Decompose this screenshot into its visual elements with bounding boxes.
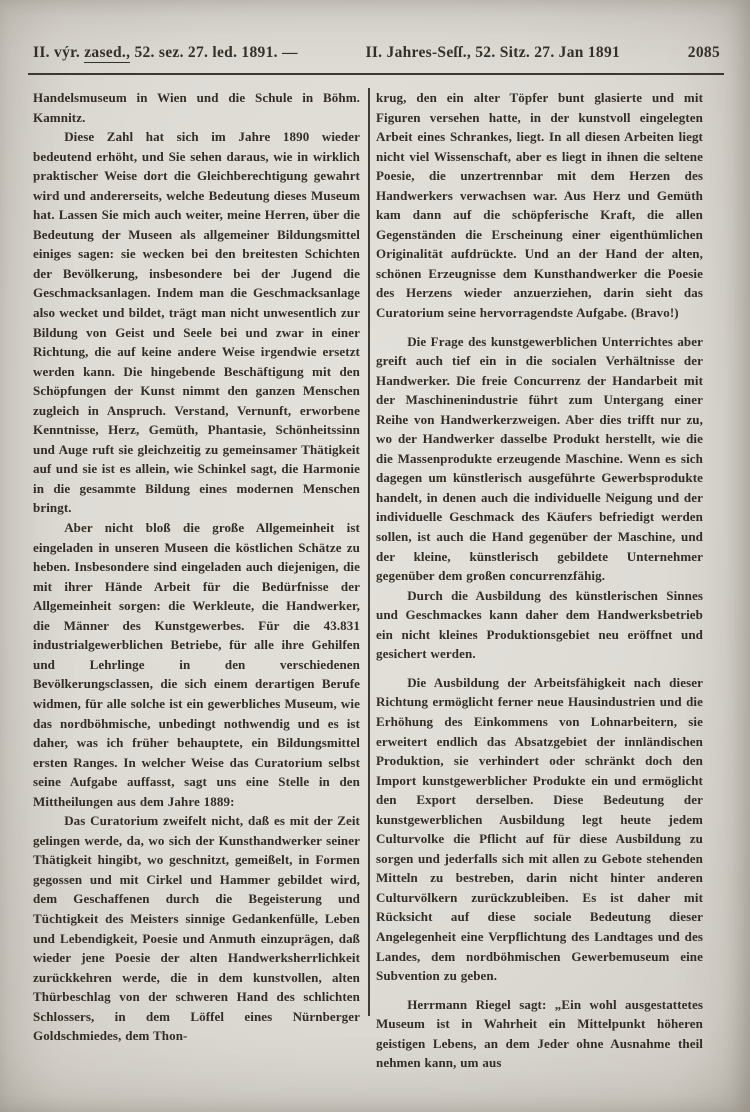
header-czech-suffix: 52. sez. 27. led. 1891. — <box>134 44 298 61</box>
header-session-german: II. Jahres-Seſſ., 52. Sitz. 27. Jan 1891 <box>365 44 621 61</box>
paragraph: Die Ausbildung der Arbeitsfähigkeit nach dieser Richtung ermöglicht ferner neue Hausindustrien und die Erhöhung des Einkommens von Lohnarbeitern, sie erweitert endlich das Absatzgebiet der innländischen Produktion, sie verhindert oder schränkt doch den Import kunstgewerblicher Produkte ein und ermöglicht den Export derselben. Diese Bedeutung der kunstgewerblichen Ausbildung legt heute jedem Culturvolke die Pflicht auf für diese Ausbildung zu sorgen und jederfalls sich mit allen zu Gebote stehenden Mitteln zu bestreben, darin nicht hinter anderen Culturvölkern zurückzubleiben. Es ist daher mit Rücksicht auf diese sociale Bedeutung dieser Angelegenheit eine Verpflichtung des Landtages und des Landes, dem nordböhmischen Gewerbemuseum eine Subvention zu geben. <box>376 674 703 984</box>
paragraph: Das Curatorium zweifelt nicht, daß es mit der Zeit gelingen werde, da, wo sich der Kunsthandwerker seiner Thätigkeit hingibt, wo geschnitzt, gemeißelt, in Formen gegossen und mit Cirkel und Hammer gebildet wird, dem Geschaffenen durch die Begeisterung und Tüchtigkeit des Meisters sinnige Gedankenfülle, Leben und Lebendigkeit, Poesie und Anmuth einzuprägen, daß wieder jene Poesie der alten Handwerksherrlichkeit zurückkehren werde, die in dem kunstvollen, alten Thürbeschlag von der schweren Hand des schlichten Schlossers, in dem Löffel eines Nürnberger Goldschmiedes, dem Thon- <box>33 813 360 1044</box>
paragraph: Die Frage des kunstgewerblichen Unterrichtes aber greift auch tief ein in die socialen Verhältnisse der Handwerker. Die freie Concurrenz der Handarbeit mit der Maschinenindustrie führt zum Untergang einer Reihe von Handwerkerzweigen. Aber dies trifft nur zu, wo der Handwerker dasselbe Produkt herstellt, wie die die Massenprodukte erzeugende Maschine. Wenn es sich dagegen um künstlerisch ausgeführte Gewerbsprodukte handelt, in denen auch die individuelle Neigung und der individuelle Geschmack des Käufers befriedigt werden sollen, ist auch die Hand gegenüber der Maschine, und der kleine, künstlerisch gebildete Unternehmer gegenüber dem großen concurrenzfähig. <box>376 333 703 584</box>
paragraph: Handelsmuseum in Wien und die Schule in Böhm. Kamnitz. <box>33 90 360 125</box>
column-divider-rule <box>368 88 370 1016</box>
paragraph: Aber nicht bloß die große Allgemeinheit ist eingeladen in unseren Museen die köstlichen Schätze zu heben. Insbesondere sind eingeladen auch diejenigen, die mit ihrer Hände Arbeit für die Bedürfnisse der Allgemeinheit sorgen: die Werkleute, die Handwerker, die Männer des Kunstgewerbes. Für die 43.831 industrialgewerblichen Betriebe, für alle ihre Gehilfen und Lehrlinge in den verschiedenen Bevölkerungsclassen, die sich einem derartigen Berufe widmen, für alle solche ist ein gewerbliches Museum, wie das nordböhmische, unbedingt nothwendig und es ist daher, was ich früher behauptete, ein Bildungsmittel ersten Ranges. In welcher Weise das Curatorium selbst seine Aufgabe auffasst, sagt uns eine Stelle in den Mittheilungen aus dem Jahre 1889: <box>33 520 360 809</box>
paragraph: Durch die Ausbildung des künstlerischen Sinnes und Geschmackes kann daher dem Handwerksbetrieb ein nicht kleines Produktionsgebiet neu eröffnet und gesichert werden. <box>376 587 703 662</box>
header-czech-prefix: II. výr. <box>33 44 81 61</box>
page-header <box>33 44 720 62</box>
paragraph: krug, den ein alter Töpfer bunt glasierte und mit Figuren versehen hatte, in der kunstvoll eingelegten Arbeit eines Schrankes, liegt. In all diesen Arbeiten liegt nicht viel Wissenschaft, aber es liegt in ihnen die seltene Poesie, die unzertrennbar mit dem Herzen des Handwerkers verwachsen war. Aus Herz und Gemüth kam dann auf die schöpferische Kraft, die allen Gegenständen die Erscheinung einer eigenthümlichen Originalität aufdrückte. Und an der Hand der alten, schönen Erzeugnisse dem Kunsthandwerker die Poesie des Herzens wieder anzuerziehen, darin sieht das Curatorium seine hervorragendste Aufgabe. (Bravo!) <box>376 90 703 321</box>
text-columns <box>33 88 719 1073</box>
header-czech-underlined-word: zased., <box>84 44 131 61</box>
paragraph: Herrmann Riegel sagt: „Ein wohl ausgestattetes Museum ist in Wahrheit ein Mittelpunkt höheren geistigen Lebens, an dem Jeder ohne Ausnahme theil nehmen kann, um aus <box>376 996 703 1071</box>
paragraph: Diese Zahl hat sich im Jahre 1890 wieder bedeutend erhöht, und Sie sehen daraus, wie in wirklich praktischer Weise dort die Gleichberechtigung gewahrt wird und andererseits, welche Bedeutung dieses Museum hat. Lassen Sie mich auch weiter, meine Herren, über die Bedeutung der Museen als allgemeiner Bildungsmittel einiges sagen: sie wecken bei den breitesten Schichten der Bevölkerung, insbesondere bei der Jugend die Geschmacksanlagen. Indem man die Geschmacksanlage also wecket und bildet, trägt man nicht unwesentlich zur Bildung von Geist und Seele bei und zwar in einer Richtung, die auf keine andere Weise irgendwie ersetzt werden kann. Die hingebende Beschäftigung mit den Schöpfungen der Kunst nimmt den ganzen Menschen zugleich in Anspruch. Verstand, Vernunft, erworbene Kenntnisse, Herz, Gemüth, Phantasie, Schönheitssinn und Auge ruft sie gleichzeitig zu gemeinsamer Thätigkeit auf und sie ist es allein, wie Schinkel sagt, die Harmonie in die gesammte Bildung eines modernen Menschen bringt. <box>33 129 360 516</box>
header-session-czech <box>33 44 298 62</box>
page-number: 2085 <box>687 44 720 61</box>
header-rule <box>28 73 724 75</box>
right-column <box>376 88 703 1073</box>
left-column <box>33 88 360 1046</box>
